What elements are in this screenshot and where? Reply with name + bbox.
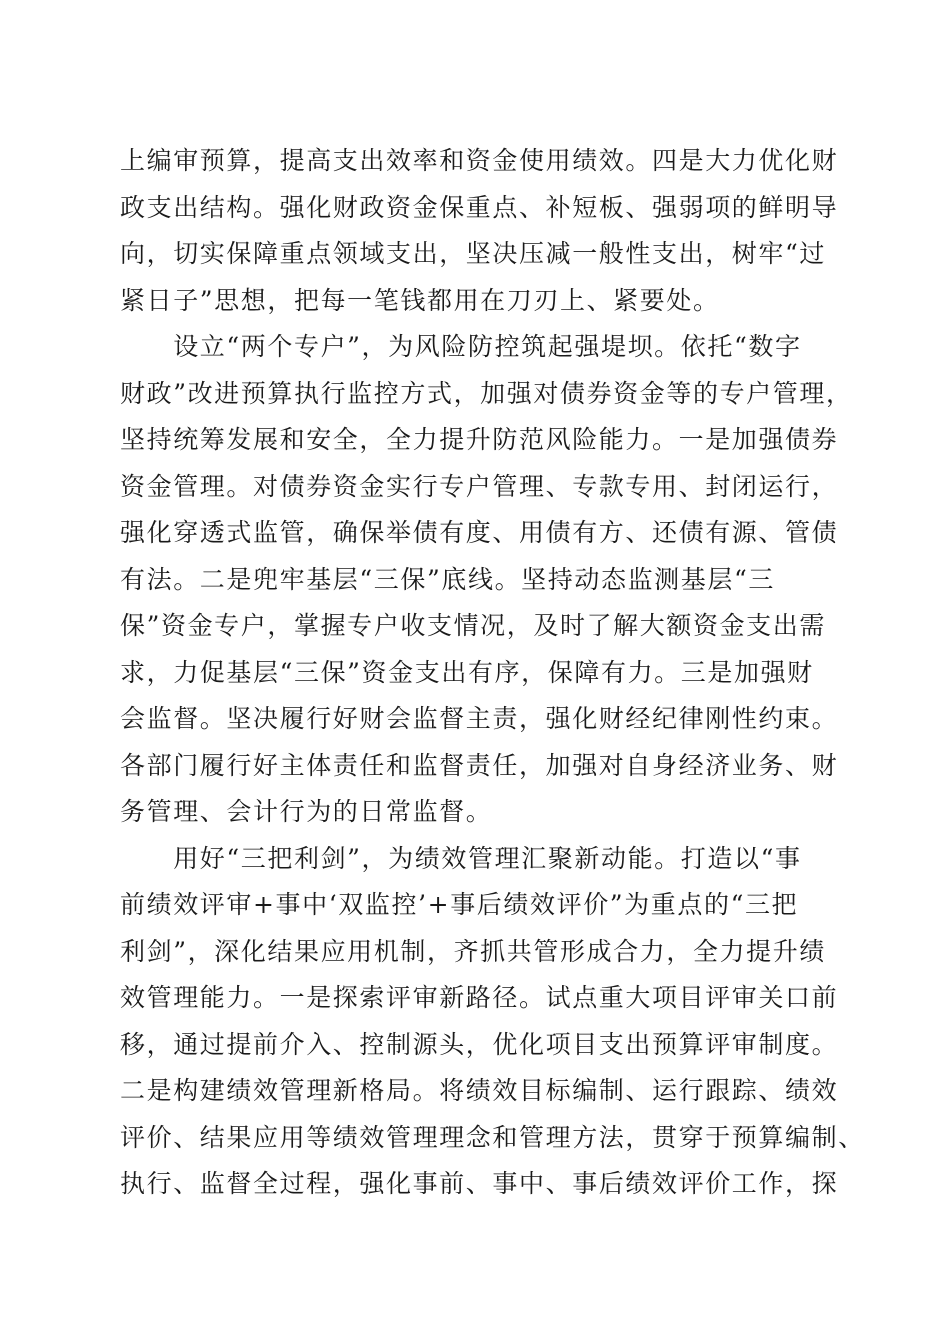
text-line: 二是构建绩效管理新格局。将绩效目标编制、运行跟踪、绩效 [120, 1076, 839, 1105]
text-line: 评价、结果应用等绩效管理理念和管理方法，贯穿于预算编制、 [120, 1122, 865, 1152]
text-line: 务管理、会计行为的日常监督。 [120, 797, 493, 826]
text-line: 资金管理。对债券资金实行专户管理、专款专用、封闭运行， [120, 471, 839, 501]
text-line: 紧日子”思想，把每一笔钱都用在刀刃上、紧要处。 [120, 285, 720, 315]
paragraph-start-line: 设立“两个专户”，为风险防控筑起强堤坝。依托“数字 [120, 332, 802, 361]
text-line: 有法。二是兜牢基层“三保”底线。坚持动态监测基层“三 [120, 564, 775, 594]
text-line: 政支出结构。强化财政资金保重点、补短板、强弱项的鲜明导 [120, 192, 839, 222]
text-line: 财政”改进预算执行监控方式，加强对债券资金等的专户管理， [120, 378, 853, 408]
text-line: 执行、监督全过程，强化事前、事中、事后绩效评价工作，探 [120, 1169, 839, 1198]
text-line: 求，力促基层“三保”资金支出有序，保障有力。三是加强财 [120, 657, 814, 687]
text-line: 移，通过提前介入、控制源头，优化项目支出预算评审制度。 [120, 1029, 839, 1059]
document-body [120, 138, 865, 1208]
text-line: 强化穿透式监管，确保举债有度、用债有方、还债有源、管债 [120, 518, 839, 547]
text-line: 向，切实保障重点领域支出，坚决压减一般性支出，树牢“过 [120, 239, 826, 268]
text-line: 会监督。坚决履行好财会监督主责，强化财经纪律刚性约束。 [120, 704, 839, 733]
paragraph-start-line: 用好“三把利剑”，为绩效管理汇聚新动能。打造以“事 [120, 843, 802, 873]
text-line: 各部门履行好主体责任和监督责任，加强对自身经济业务、财 [120, 750, 839, 780]
text-line: 利剑”，深化结果应用机制，齐抓共管形成合力，全力提升绩 [120, 936, 826, 966]
text-line: 保”资金专户，掌握专户收支情况，及时了解大额资金支出需 [120, 611, 826, 640]
text-line: 坚持统筹发展和安全，全力提升防范风险能力。一是加强债券 [120, 425, 839, 454]
text-line: 上编审预算，提高支出效率和资金使用绩效。四是大力优化财 [120, 146, 839, 175]
text-line: 效管理能力。一是探索评审新路径。试点重大项目评审关口前 [120, 983, 839, 1012]
text-line: 前绩效评审+事中‘双监控’+事后绩效评价”为重点的“三把 [120, 890, 799, 919]
